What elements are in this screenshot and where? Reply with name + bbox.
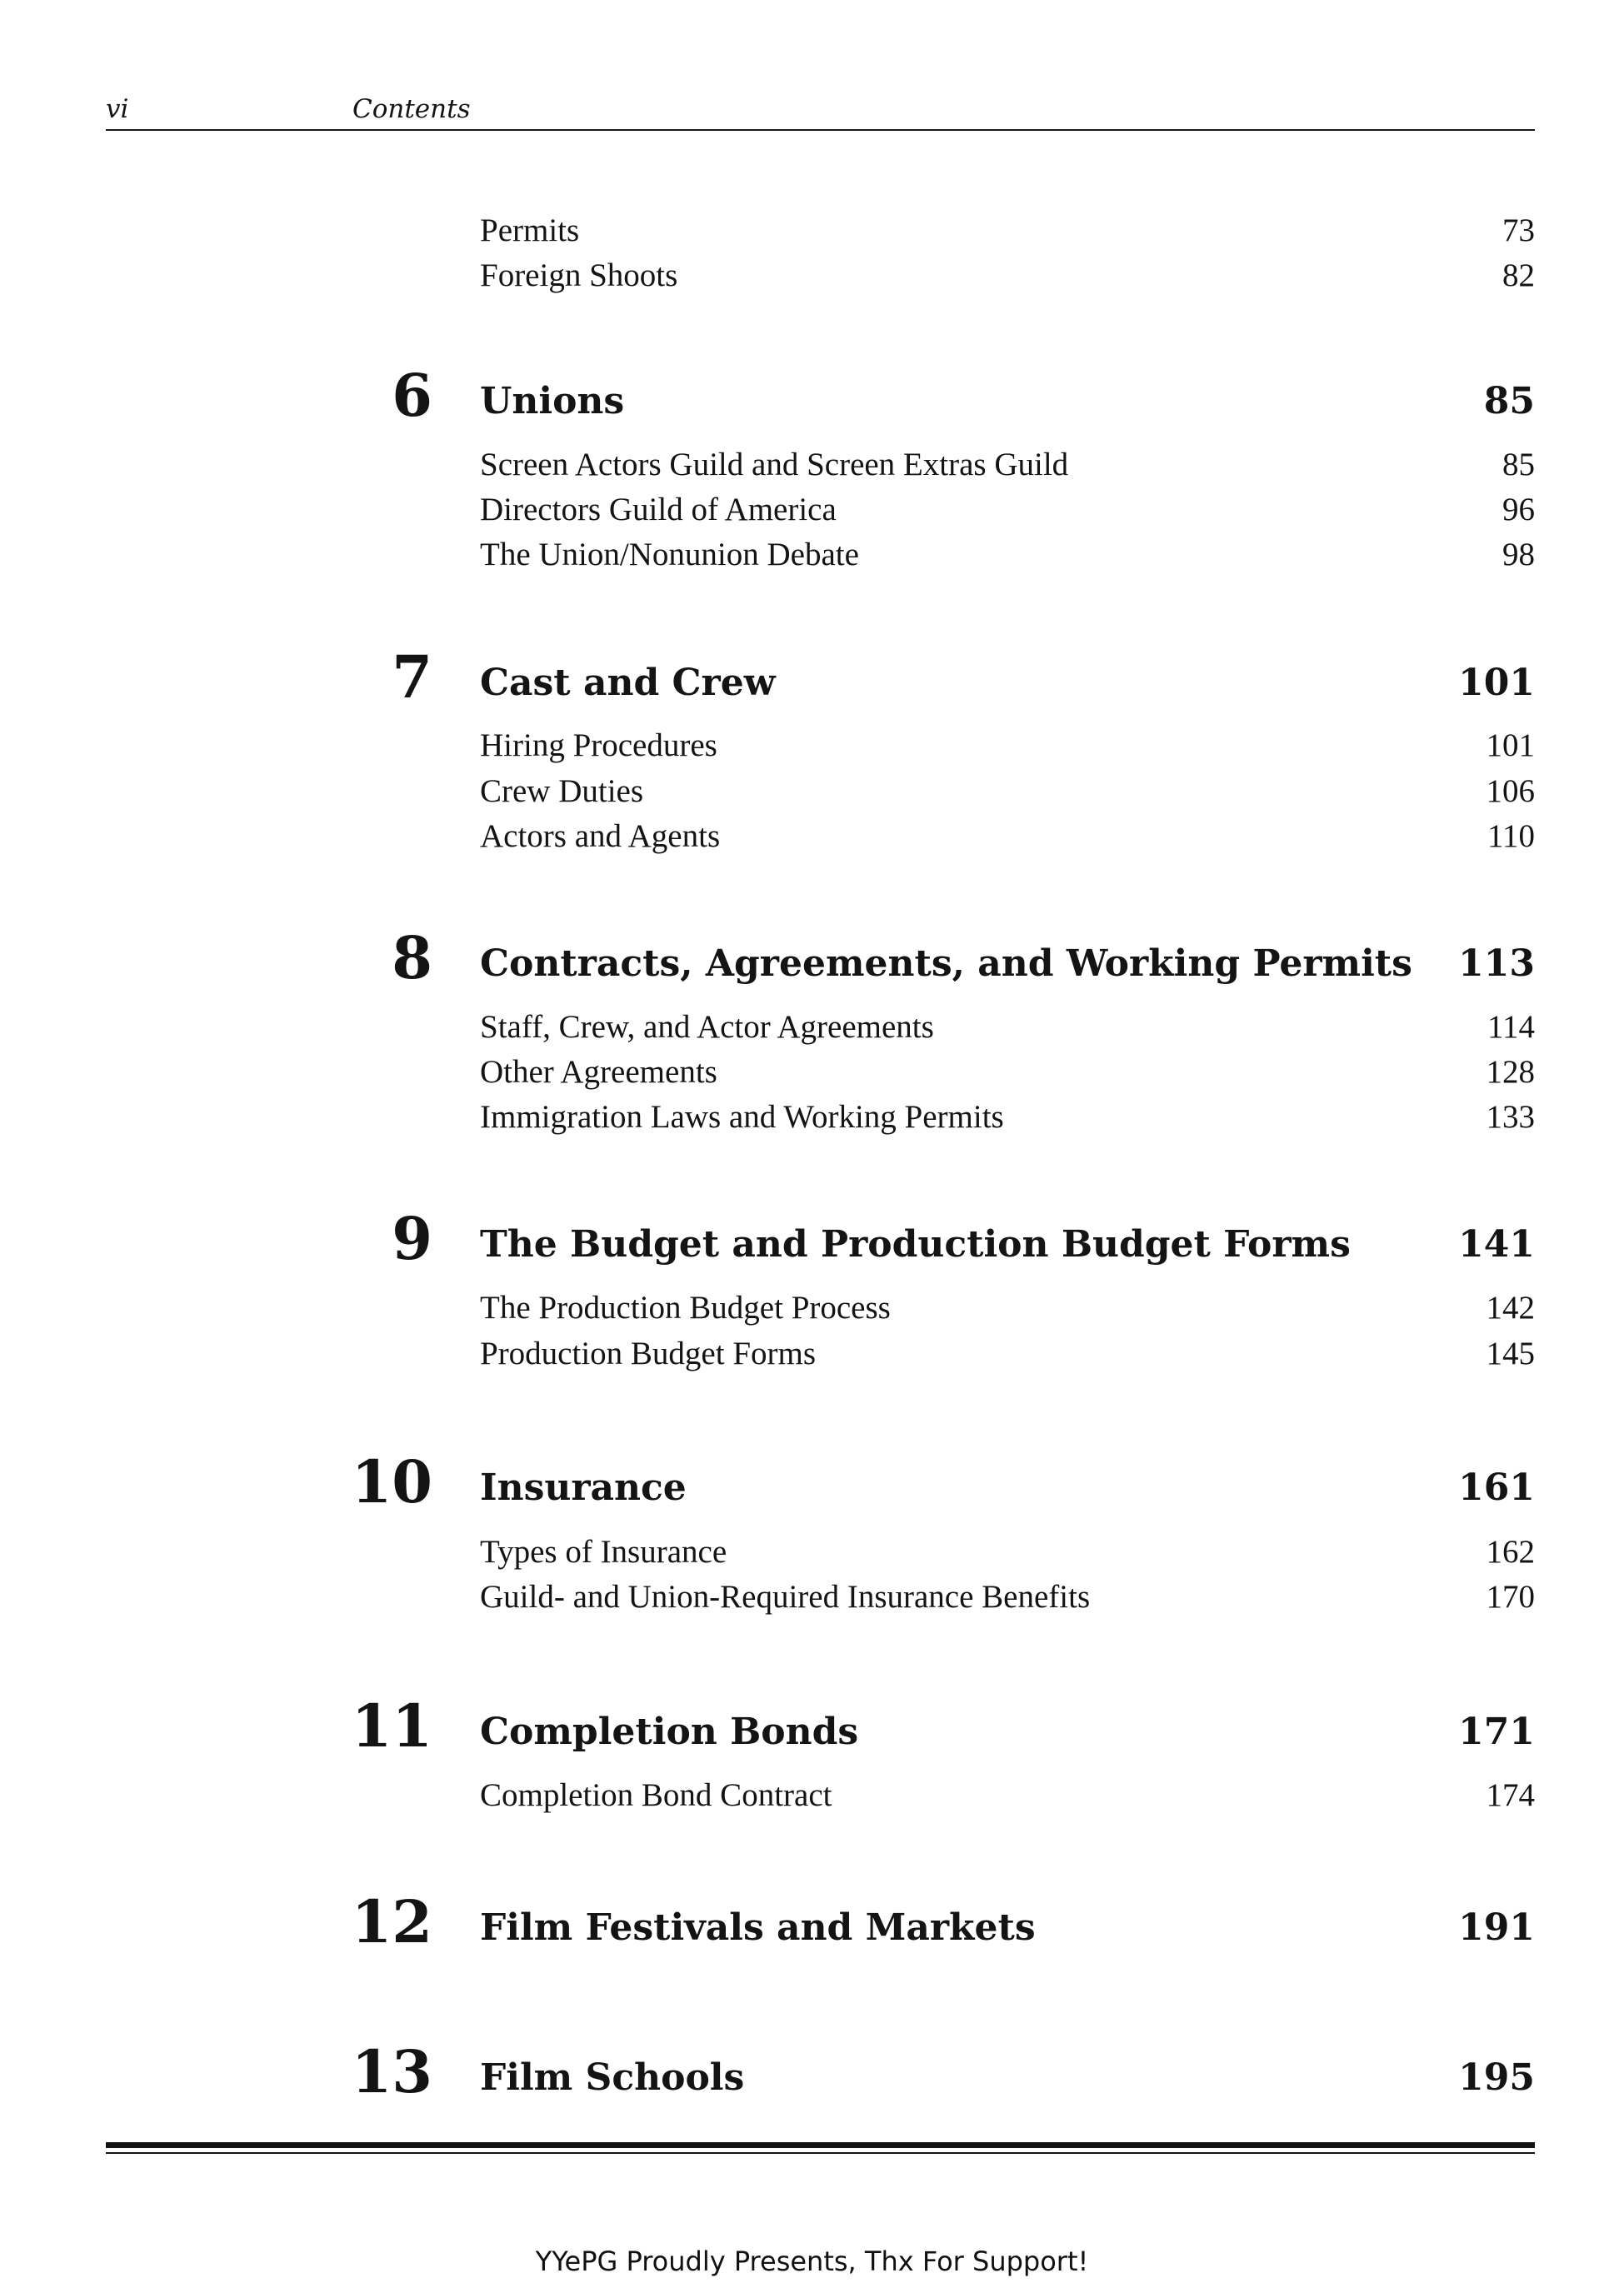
running-head [106,89,1535,131]
section-title: Hiring Procedures [480,727,717,763]
chapter-page-number: 195 [1458,2056,1535,2099]
chapter-page-number: 191 [1458,1906,1535,1949]
section-page-number: 101 [1486,727,1535,763]
section-title: Foreign Shoots [480,257,678,293]
chapter-number: 7 [392,642,432,712]
chapter-title: Completion Bonds [480,1711,859,1753]
section-title: Guild- and Union-Required Insurance Benefits [480,1579,1091,1615]
section-title: Production Budget Forms [480,1336,817,1371]
chapter-title: Insurance [480,1466,687,1509]
chapter-number: 10 [351,1447,432,1516]
section-title: Other Agreements [480,1054,717,1090]
section-page-number: 110 [1487,818,1535,854]
section-page-number: 114 [1487,1009,1535,1045]
chapter-page-number: 101 [1458,662,1535,704]
section-page-number: 85 [1502,447,1535,482]
footer-watermark-text: YYePG Proudly Presents, Thx For Support! [535,2246,1089,2277]
section-title: The Production Budget Process [480,1290,891,1326]
section-title: Completion Bond Contract [480,1777,832,1813]
section-title: Screen Actors Guild and Screen Extras Guild [480,447,1069,482]
chapter-page-number: 85 [1483,380,1535,422]
section-title: Permits [480,212,580,248]
section-page-number: 82 [1502,257,1535,293]
section-title: Actors and Agents [480,818,721,854]
section-page-number: 170 [1486,1579,1535,1615]
section-page-number: 142 [1486,1290,1535,1326]
chapter-number: 8 [392,923,432,992]
chapter-title: Unions [480,380,625,422]
section-page-number: 98 [1502,537,1535,572]
section-title: Crew Duties [480,773,644,809]
section-title: Directors Guild of America [480,492,837,527]
section-page-number: 174 [1486,1777,1535,1813]
chapter-title: Film Schools [480,2056,745,2099]
bottom-rule-thin [106,2152,1535,2154]
chapter-page-number: 171 [1458,1711,1535,1753]
chapter-title: The Budget and Production Budget Forms [480,1223,1351,1266]
chapter-number: 13 [351,2037,432,2106]
section-page-number: 96 [1502,492,1535,527]
chapter-page-number: 113 [1458,942,1535,985]
section-title: The Union/Nonunion Debate [480,537,859,572]
section-title: Immigration Laws and Working Permits [480,1099,1004,1135]
section-page-number: 133 [1486,1099,1535,1135]
chapter-title: Contracts, Agreements, and Working Permits [480,942,1412,985]
running-head-title: Contents [352,94,471,124]
section-page-number: 162 [1486,1534,1535,1570]
chapter-number: 6 [392,361,432,430]
chapter-title: Film Festivals and Markets [480,1906,1036,1949]
page-folio: vi [106,94,129,124]
bottom-rule-thick [106,2142,1535,2148]
section-page-number: 73 [1502,212,1535,248]
section-title: Types of Insurance [480,1534,727,1570]
chapter-number: 11 [351,1691,432,1761]
chapter-page-number: 161 [1458,1466,1535,1509]
chapter-number: 9 [392,1204,432,1273]
chapter-number: 12 [351,1887,432,1956]
section-page-number: 128 [1486,1054,1535,1090]
section-page-number: 145 [1486,1336,1535,1371]
section-title: Staff, Crew, and Actor Agreements [480,1009,934,1045]
chapter-page-number: 141 [1458,1223,1535,1266]
chapter-title: Cast and Crew [480,662,776,704]
section-page-number: 106 [1486,773,1535,809]
